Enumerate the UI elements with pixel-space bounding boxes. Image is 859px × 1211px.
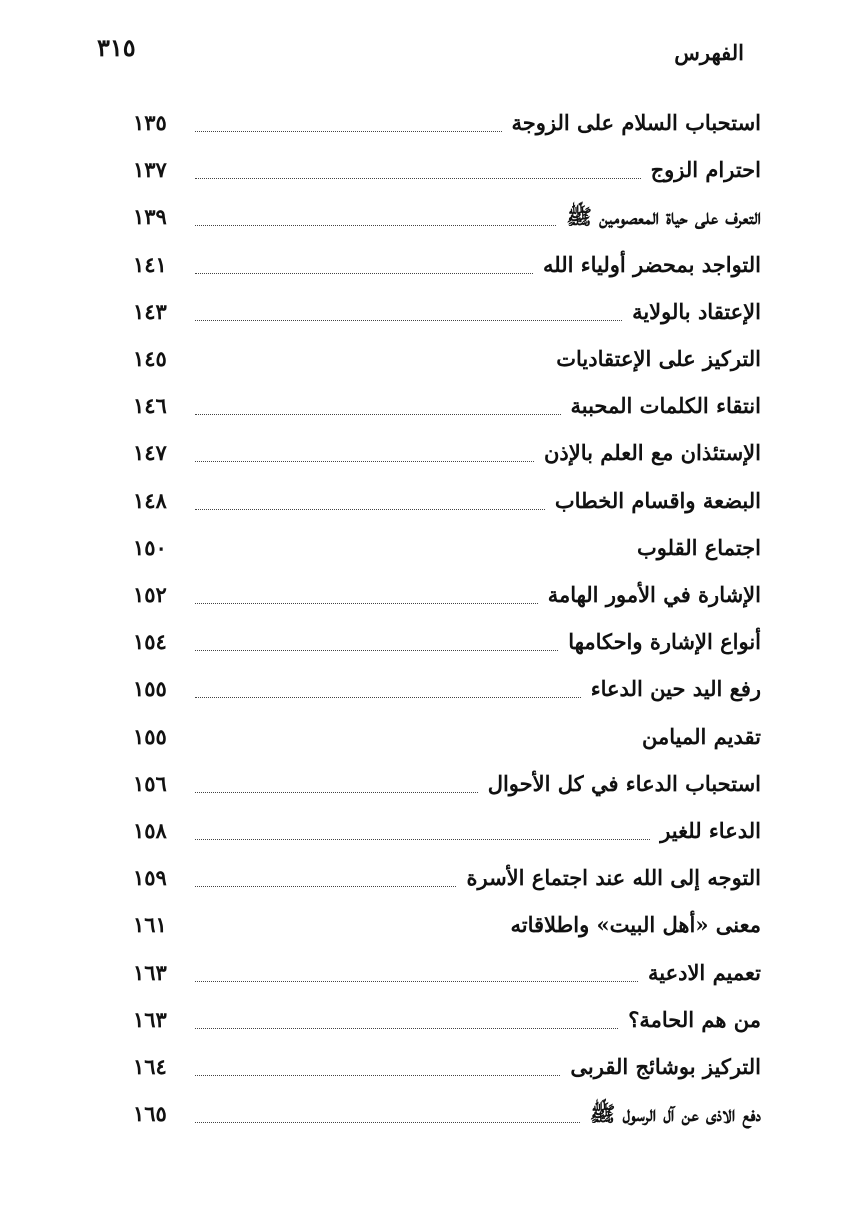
toc-entry-page: ١٤٣ xyxy=(133,298,167,324)
toc-entry-title: تعميم الادعية xyxy=(647,959,761,985)
toc-entry xyxy=(0,904,859,951)
dotted-leader xyxy=(195,933,500,934)
toc-entry-title: الإشارة في الأمور الهامة xyxy=(547,582,761,607)
dotted-leader xyxy=(195,1074,560,1076)
toc-entry xyxy=(0,102,859,149)
toc-entry-page: ١٤٧ xyxy=(133,440,167,466)
toc-entry-title: التركيز بوشائج القربى xyxy=(570,1054,761,1079)
dotted-leader xyxy=(195,556,627,557)
toc-entry xyxy=(0,810,859,857)
dotted-leader xyxy=(195,1121,580,1123)
dotted-leader xyxy=(195,413,561,415)
toc-entry-page: ١٣٧ xyxy=(133,157,167,183)
toc-entry xyxy=(0,668,859,715)
dotted-leader xyxy=(195,791,478,793)
toc-entry-title: التعرف على حياة المعصومين ﷺ xyxy=(566,204,761,230)
toc-entry-title: من هم الحامة؟ xyxy=(628,1006,761,1032)
toc-entry xyxy=(0,149,859,196)
toc-entry xyxy=(0,716,859,763)
table-of-contents xyxy=(0,100,859,1140)
dotted-leader xyxy=(195,367,546,368)
toc-entry-page: ١٤١ xyxy=(133,251,167,277)
dotted-leader xyxy=(195,696,581,698)
page-number: ٣١٥ xyxy=(97,33,136,62)
dotted-leader xyxy=(195,1027,618,1029)
toc-entry xyxy=(0,999,859,1046)
toc-entry-title: أنواع الإشارة واحكامها xyxy=(568,629,761,655)
toc-entry xyxy=(0,385,859,432)
dotted-leader xyxy=(195,224,556,226)
toc-entry xyxy=(0,1046,859,1093)
dotted-leader xyxy=(195,745,632,746)
toc-entry-title: استحباب الدعاء في كل الأحوال xyxy=(487,770,761,796)
toc-entry xyxy=(0,196,859,243)
toc-entry xyxy=(0,244,859,291)
dotted-leader xyxy=(195,460,534,462)
toc-entry xyxy=(0,621,859,668)
dotted-leader xyxy=(195,980,638,982)
toc-entry-page: ١٦٤ xyxy=(133,1054,167,1079)
toc-entry xyxy=(0,480,859,527)
toc-entry-title: احترام الزوج xyxy=(650,157,761,183)
toc-entry xyxy=(0,527,859,574)
toc-entry-page: ١٦٥ xyxy=(133,1101,167,1127)
toc-entry-page: ١٥٢ xyxy=(133,582,167,607)
toc-entry-page: ١٦٣ xyxy=(133,1006,167,1032)
toc-entry-page: ١٣٩ xyxy=(133,204,167,230)
dotted-leader xyxy=(195,838,650,840)
toc-entry-title: البضعة واقسام الخطاب xyxy=(554,487,761,513)
dotted-leader xyxy=(195,319,622,321)
toc-entry xyxy=(0,857,859,904)
dotted-leader xyxy=(195,272,533,274)
toc-entry xyxy=(0,1093,859,1140)
toc-entry xyxy=(0,952,859,999)
toc-entry-page: ١٤٨ xyxy=(133,487,167,513)
dotted-leader xyxy=(195,602,538,604)
dotted-leader xyxy=(195,649,558,651)
toc-entry-page: ١٤٥ xyxy=(133,346,167,371)
toc-entry-page: ١٥٩ xyxy=(133,865,167,891)
dotted-leader xyxy=(195,885,456,887)
toc-entry-title: الدعاء للغير xyxy=(660,818,761,843)
toc-entry-title: الإستئذان مع العلم بالإذن xyxy=(543,440,761,466)
dotted-leader xyxy=(195,177,641,179)
toc-entry-title: تقديم الميامن xyxy=(642,723,761,749)
dotted-leader xyxy=(195,508,545,510)
toc-entry xyxy=(0,574,859,621)
toc-entry-title: معنى «أهل البيت» واطلاقاته xyxy=(510,912,761,938)
toc-entry-title: رفع اليد حين الدعاء xyxy=(590,676,761,702)
toc-entry xyxy=(0,291,859,338)
toc-entry-title: الإعتقاد بالولاية xyxy=(632,298,761,324)
toc-entry-title: التوجه إلى الله عند اجتماع الأسرة xyxy=(466,865,761,891)
toc-entry-title: التواجد بمحضر أولياء الله xyxy=(543,251,761,277)
toc-entry-page: ١٥٠ xyxy=(133,534,167,560)
toc-entry-page: ١٥٥ xyxy=(133,723,167,749)
page-header-title: الفهرس xyxy=(674,40,744,65)
toc-entry-title: انتقاء الكلمات المحببة xyxy=(570,393,761,419)
toc-entry-title: اجتماع القلوب xyxy=(637,534,761,560)
toc-entry xyxy=(0,763,859,810)
toc-entry xyxy=(0,432,859,479)
toc-entry-page: ١٦٣ xyxy=(133,959,167,985)
toc-entry-page: ١٥٨ xyxy=(133,818,167,843)
toc-entry xyxy=(0,338,859,385)
toc-entry-page: ١٦١ xyxy=(133,912,167,938)
dotted-leader xyxy=(195,130,502,132)
toc-entry-page: ١٥٥ xyxy=(133,676,167,702)
toc-entry-title: التركيز على الإعتقاديات xyxy=(556,346,761,371)
toc-entry-page: ١٥٤ xyxy=(133,629,167,655)
toc-entry-title: دفع الاذى عن آل الرسول ﷺ xyxy=(589,1101,761,1127)
toc-entry-page: ١٤٦ xyxy=(133,393,167,419)
toc-entry-page: ١٥٦ xyxy=(133,770,167,796)
toc-entry-title: استحباب السلام على الزوجة xyxy=(511,110,761,135)
toc-entry-page: ١٣٥ xyxy=(133,110,167,135)
